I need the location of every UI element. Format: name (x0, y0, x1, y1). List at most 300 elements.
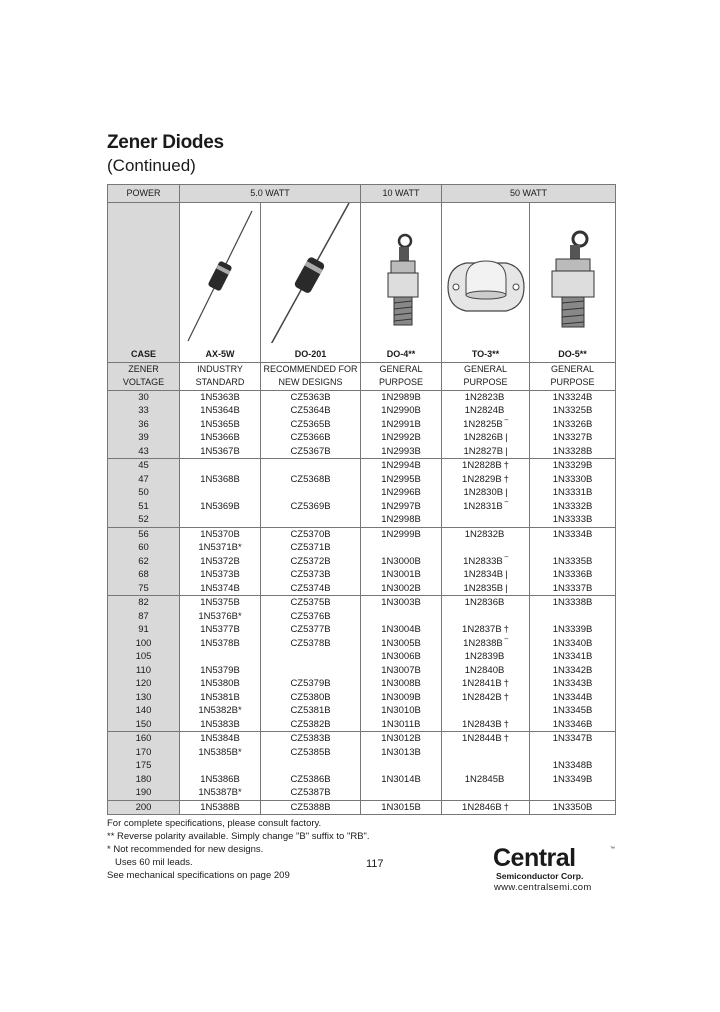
zener-diode-table (107, 184, 616, 815)
to3-note-mark: † (503, 691, 509, 703)
to3-part-cell (442, 582, 530, 596)
do5-part-cell: 1N3336B (530, 568, 616, 582)
industry-standard-cell: 1N5381B (180, 691, 261, 705)
do4-part-cell: 1N3006B (361, 650, 442, 664)
case-do4: DO-4** (361, 348, 442, 363)
table-body (108, 390, 616, 815)
recommended-cell (261, 650, 361, 664)
to3-part-number: 1N2833B (463, 555, 503, 567)
table-row (108, 527, 616, 541)
do4-part-cell: 1N2991B (361, 418, 442, 432)
to3-part-cell (442, 610, 530, 624)
desc-col5-line2: PURPOSE (530, 376, 616, 390)
image-row-label-cell (108, 203, 180, 348)
recommended-cell (261, 664, 361, 678)
recommended-cell (261, 759, 361, 773)
table-row (108, 582, 616, 596)
voltage-cell: 190 (108, 786, 180, 800)
do4-part-cell: 1N3003B (361, 596, 442, 610)
desc-col1-line1: INDUSTRY (180, 362, 261, 376)
recommended-cell: CZ5364B (261, 404, 361, 418)
to3-part-cell (442, 431, 530, 445)
do4-part-cell: 1N3002B (361, 582, 442, 596)
to3-part-cell (442, 445, 530, 459)
table-row (108, 404, 616, 418)
voltage-cell: 170 (108, 746, 180, 760)
do4-package-image (361, 203, 442, 348)
table-row (108, 704, 616, 718)
table-row (108, 800, 616, 815)
to3-part-cell (442, 596, 530, 610)
to3-part-number: 1N2831B (463, 500, 503, 512)
to3-note-mark: † (503, 460, 509, 471)
do5-part-cell: 1N3338B (530, 596, 616, 610)
do5-part-cell: 1N3334B (530, 527, 616, 541)
table-row (108, 555, 616, 569)
industry-standard-cell (180, 486, 261, 500)
footnote-consult: For complete specifications, please consult factory. (107, 818, 322, 829)
do5-part-cell: 1N3333B (530, 513, 616, 527)
industry-standard-cell: 1N5370B (180, 527, 261, 541)
industry-standard-cell: 1N5363B (180, 390, 261, 404)
voltage-cell: 52 (108, 513, 180, 527)
to3-part-number: 1N2827B (463, 445, 504, 457)
to3-part-cell (442, 732, 530, 746)
recommended-cell: CZ5386B (261, 773, 361, 787)
to3-part-cell (442, 390, 530, 404)
to3-part-number: 1N2830B (463, 487, 504, 498)
case-ax5w: AX-5W (180, 348, 261, 363)
to3-part-cell (442, 677, 530, 691)
recommended-cell: CZ5368B (261, 473, 361, 487)
industry-standard-cell: 1N5373B (180, 568, 261, 582)
do5-part-cell: 1N3349B (530, 773, 616, 787)
industry-standard-cell (180, 513, 261, 527)
table-row (108, 486, 616, 500)
industry-standard-cell: 1N5380B (180, 677, 261, 691)
do201-package-image (261, 203, 361, 348)
voltage-cell: 105 (108, 650, 180, 664)
to3-note-mark: ‾ (504, 418, 508, 430)
recommended-cell: CZ5363B (261, 390, 361, 404)
logo-subtitle: Semiconductor Corp. (496, 871, 584, 881)
do4-part-cell: 1N3007B (361, 664, 442, 678)
ax5w-package-image (180, 203, 261, 348)
to3-part-number: 1N2823B (464, 391, 505, 403)
to3-part-cell (442, 637, 530, 651)
to3-part-number: 1N2824B (464, 405, 505, 416)
to3-part-cell (442, 759, 530, 773)
voltage-cell: 150 (108, 718, 180, 732)
do5-part-cell: 1N3337B (530, 582, 616, 596)
industry-standard-cell: 1N5374B (180, 582, 261, 596)
to3-note-mark: † (503, 473, 509, 485)
do5-part-cell: 1N3343B (530, 677, 616, 691)
recommended-cell (261, 513, 361, 527)
to3-note-mark: † (503, 733, 509, 744)
to3-part-number: 1N2843B (462, 718, 502, 730)
desc-col4-line1: GENERAL (442, 362, 530, 376)
to3-part-cell (442, 664, 530, 678)
power-label: POWER (108, 185, 180, 203)
voltage-cell: 175 (108, 759, 180, 773)
recommended-cell: CZ5372B (261, 555, 361, 569)
desc-col4-line2: PURPOSE (442, 376, 530, 390)
to3-part-cell (442, 555, 530, 569)
do5-part-cell (530, 610, 616, 624)
do4-part-cell: 1N2989B (361, 390, 442, 404)
to3-part-cell (442, 418, 530, 432)
to3-note-mark: † (503, 801, 509, 813)
voltage-cell: 91 (108, 623, 180, 637)
recommended-cell: CZ5378B (261, 637, 361, 651)
do5-part-cell: 1N3348B (530, 759, 616, 773)
to3-note-mark: † (503, 624, 509, 635)
industry-standard-cell: 1N5377B (180, 623, 261, 637)
do4-part-cell: 1N2992B (361, 431, 442, 445)
to3-part-number: 1N2840B (464, 664, 505, 676)
logo-name: Central (493, 844, 576, 872)
to3-note-mark: ‾ (504, 555, 508, 567)
do4-part-cell (361, 786, 442, 800)
table-row (108, 568, 616, 582)
voltage-cell: 36 (108, 418, 180, 432)
to3-part-number: 1N2839B (464, 651, 505, 662)
table-row (108, 541, 616, 555)
do4-part-cell: 1N3005B (361, 637, 442, 651)
recommended-cell: CZ5371B (261, 541, 361, 555)
voltage-cell: 62 (108, 555, 180, 569)
industry-standard-cell: 1N5378B (180, 637, 261, 651)
voltage-cell: 200 (108, 800, 180, 815)
recommended-cell: CZ5385B (261, 746, 361, 760)
voltage-cell: 68 (108, 568, 180, 582)
do4-part-cell (361, 610, 442, 624)
industry-standard-cell: 1N5384B (180, 732, 261, 746)
to3-part-number: 1N2834B (463, 569, 504, 580)
do5-part-cell: 1N3327B (530, 431, 616, 445)
do4-part-cell: 1N3012B (361, 732, 442, 746)
logo-url: www.centralsemi.com (494, 882, 592, 893)
to3-note-mark: † (503, 678, 509, 689)
description-row-1 (108, 362, 616, 376)
industry-standard-cell: 1N5387B* (180, 786, 261, 800)
do5-part-cell: 1N3345B (530, 704, 616, 718)
to3-part-cell (442, 500, 530, 514)
to3-note-mark: ‾ (504, 637, 508, 649)
voltage-cell: 33 (108, 404, 180, 418)
package-image-row (108, 203, 616, 348)
recommended-cell: CZ5377B (261, 623, 361, 637)
to3-part-cell (442, 718, 530, 732)
to3-part-cell (442, 746, 530, 760)
do4-part-cell: 1N2990B (361, 404, 442, 418)
to3-note-mark: | (505, 445, 508, 457)
to3-part-number: 1N2832B (464, 528, 505, 540)
to3-part-cell (442, 513, 530, 527)
table-row (108, 691, 616, 705)
page-title: Zener Diodes (107, 132, 224, 153)
do5-part-cell: 1N3339B (530, 623, 616, 637)
do5-part-cell: 1N3332B (530, 500, 616, 514)
do5-part-cell: 1N3329B (530, 459, 616, 473)
voltage-cell: 45 (108, 459, 180, 473)
table-row (108, 677, 616, 691)
footnote-reverse-polarity: ** Reverse polarity available. Simply change "B" suffix to "RB". (107, 831, 370, 842)
to3-part-number: 1N2841B (462, 678, 502, 689)
voltage-cell: 140 (108, 704, 180, 718)
do4-part-cell: 1N3008B (361, 677, 442, 691)
power-group-10w: 10 WATT (361, 185, 442, 203)
do4-part-cell: 1N3010B (361, 704, 442, 718)
do5-part-cell (530, 746, 616, 760)
do4-part-cell: 1N3015B (361, 800, 442, 815)
do4-part-cell (361, 541, 442, 555)
voltage-cell: 47 (108, 473, 180, 487)
do5-part-cell: 1N3350B (530, 800, 616, 815)
to3-note-mark: | (505, 569, 508, 580)
voltage-cell: 75 (108, 582, 180, 596)
industry-standard-cell: 1N5379B (180, 664, 261, 678)
description-row-2 (108, 376, 616, 390)
to3-part-cell (442, 527, 530, 541)
industry-standard-cell: 1N5386B (180, 773, 261, 787)
desc-col1-line2: STANDARD (180, 376, 261, 390)
case-do201: DO-201 (261, 348, 361, 363)
do5-part-cell (530, 541, 616, 555)
industry-standard-cell: 1N5364B (180, 404, 261, 418)
recommended-cell: CZ5373B (261, 568, 361, 582)
table-row (108, 637, 616, 651)
recommended-cell: CZ5381B (261, 704, 361, 718)
recommended-cell (261, 459, 361, 473)
do4-part-cell (361, 759, 442, 773)
to3-part-cell (442, 568, 530, 582)
voltage-cell: 60 (108, 541, 180, 555)
industry-standard-cell: 1N5385B* (180, 746, 261, 760)
industry-standard-cell: 1N5383B (180, 718, 261, 732)
recommended-cell: CZ5380B (261, 691, 361, 705)
to3-note-mark: ‾ (504, 500, 508, 512)
to3-package-image (442, 203, 530, 348)
to3-note-mark: † (503, 718, 509, 730)
recommended-cell: CZ5374B (261, 582, 361, 596)
do5-part-cell: 1N3347B (530, 732, 616, 746)
to3-part-number: 1N2846B (462, 801, 502, 813)
do4-part-cell: 1N2996B (361, 486, 442, 500)
to3-part-number: 1N2835B (463, 582, 504, 594)
do5-part-cell: 1N3324B (530, 390, 616, 404)
desc-col3-line1: GENERAL (361, 362, 442, 376)
voltage-cell: 87 (108, 610, 180, 624)
desc-col2-line1: RECOMMENDED FOR (261, 362, 361, 376)
do5-part-cell: 1N3341B (530, 650, 616, 664)
voltage-cell: 56 (108, 527, 180, 541)
table-row (108, 513, 616, 527)
do4-part-cell: 1N2995B (361, 473, 442, 487)
voltage-cell: 180 (108, 773, 180, 787)
table-row (108, 418, 616, 432)
voltage-cell: 110 (108, 664, 180, 678)
to3-note-mark: | (505, 487, 508, 498)
table-row (108, 596, 616, 610)
do4-part-cell: 1N2997B (361, 500, 442, 514)
to3-part-cell (442, 404, 530, 418)
to3-note-mark: | (505, 582, 508, 594)
do4-part-cell: 1N3000B (361, 555, 442, 569)
to3-part-number: 1N2836B (464, 597, 505, 608)
do4-part-cell: 1N3011B (361, 718, 442, 732)
recommended-cell: CZ5379B (261, 677, 361, 691)
table-row (108, 732, 616, 746)
industry-standard-cell: 1N5388B (180, 800, 261, 815)
case-row (108, 348, 616, 363)
zener-label-line2: VOLTAGE (108, 376, 180, 390)
voltage-cell: 130 (108, 691, 180, 705)
do5-part-cell: 1N3330B (530, 473, 616, 487)
industry-standard-cell: 1N5367B (180, 445, 261, 459)
footnotes (107, 817, 370, 882)
do5-part-cell: 1N3340B (530, 637, 616, 651)
do5-part-cell: 1N3342B (530, 664, 616, 678)
to3-part-cell (442, 691, 530, 705)
to3-part-number: 1N2829B (462, 473, 502, 485)
voltage-cell: 82 (108, 596, 180, 610)
to3-part-number: 1N2837B (462, 624, 502, 635)
do4-part-cell: 1N3014B (361, 773, 442, 787)
do5-part-cell: 1N3326B (530, 418, 616, 432)
table-row (108, 473, 616, 487)
to3-part-cell (442, 786, 530, 800)
table-row (108, 718, 616, 732)
do4-part-cell: 1N2994B (361, 459, 442, 473)
table-row (108, 445, 616, 459)
industry-standard-cell: 1N5382B* (180, 704, 261, 718)
to3-part-cell (442, 773, 530, 787)
recommended-cell: CZ5382B (261, 718, 361, 732)
recommended-cell (261, 486, 361, 500)
do5-part-cell: 1N3331B (530, 486, 616, 500)
industry-standard-cell: 1N5376B* (180, 610, 261, 624)
to3-part-number: 1N2838B (463, 637, 503, 649)
recommended-cell: CZ5370B (261, 527, 361, 541)
to3-part-cell (442, 486, 530, 500)
page-subtitle: (Continued) (107, 156, 196, 175)
to3-note-mark: | (505, 432, 508, 443)
logo-trademark: ™ (610, 846, 615, 852)
industry-standard-cell: 1N5369B (180, 500, 261, 514)
recommended-cell: CZ5387B (261, 786, 361, 800)
industry-standard-cell (180, 459, 261, 473)
power-header-row (108, 185, 616, 203)
do5-part-cell: 1N3346B (530, 718, 616, 732)
do5-part-cell: 1N3328B (530, 445, 616, 459)
to3-part-cell (442, 473, 530, 487)
industry-standard-cell: 1N5366B (180, 431, 261, 445)
table-row (108, 773, 616, 787)
recommended-cell: CZ5365B (261, 418, 361, 432)
power-group-5w: 5.0 WATT (180, 185, 361, 203)
industry-standard-cell: 1N5365B (180, 418, 261, 432)
do4-part-cell: 1N3001B (361, 568, 442, 582)
table-row (108, 746, 616, 760)
recommended-cell: CZ5366B (261, 431, 361, 445)
voltage-cell: 120 (108, 677, 180, 691)
do4-part-cell: 1N2993B (361, 445, 442, 459)
to3-part-number: 1N2825B (463, 418, 503, 430)
case-to3: TO-3** (442, 348, 530, 363)
page-number: 117 (366, 858, 384, 870)
footnote-not-recommended: * Not recommended for new designs. (107, 844, 264, 855)
to3-part-number: 1N2828B (462, 460, 502, 471)
to3-part-cell (442, 459, 530, 473)
do5-package-image (530, 203, 616, 348)
table-row (108, 610, 616, 624)
table-row (108, 500, 616, 514)
to3-part-cell (442, 623, 530, 637)
do4-part-cell: 1N3004B (361, 623, 442, 637)
to3-part-cell (442, 650, 530, 664)
voltage-cell: 43 (108, 445, 180, 459)
table-row (108, 650, 616, 664)
do5-part-cell (530, 786, 616, 800)
recommended-cell: CZ5376B (261, 610, 361, 624)
recommended-cell: CZ5375B (261, 596, 361, 610)
table-row (108, 431, 616, 445)
footnote-leads: Uses 60 mil leads. (115, 857, 193, 868)
power-group-50w: 50 WATT (442, 185, 616, 203)
table-row (108, 390, 616, 404)
do4-part-cell: 1N3013B (361, 746, 442, 760)
to3-part-number: 1N2842B (462, 691, 502, 703)
voltage-cell: 51 (108, 500, 180, 514)
table-row (108, 786, 616, 800)
do4-part-cell: 1N2999B (361, 527, 442, 541)
case-do5: DO-5** (530, 348, 616, 363)
voltage-cell: 39 (108, 431, 180, 445)
do5-part-cell: 1N3325B (530, 404, 616, 418)
recommended-cell: CZ5369B (261, 500, 361, 514)
to3-part-cell (442, 800, 530, 815)
zener-label-line1: ZENER (108, 362, 180, 376)
industry-standard-cell: 1N5368B (180, 473, 261, 487)
recommended-cell: CZ5388B (261, 800, 361, 815)
voltage-cell: 100 (108, 637, 180, 651)
industry-standard-cell: 1N5371B* (180, 541, 261, 555)
table-row (108, 459, 616, 473)
table-row (108, 759, 616, 773)
desc-col5-line1: GENERAL (530, 362, 616, 376)
voltage-cell: 50 (108, 486, 180, 500)
industry-standard-cell (180, 759, 261, 773)
desc-col2-line2: NEW DESIGNS (261, 376, 361, 390)
case-label: CASE (108, 348, 180, 363)
recommended-cell: CZ5367B (261, 445, 361, 459)
do5-part-cell: 1N3344B (530, 691, 616, 705)
do4-part-cell: 1N2998B (361, 513, 442, 527)
do4-part-cell: 1N3009B (361, 691, 442, 705)
voltage-cell: 160 (108, 732, 180, 746)
to3-part-cell (442, 541, 530, 555)
voltage-cell: 30 (108, 390, 180, 404)
industry-standard-cell: 1N5372B (180, 555, 261, 569)
to3-part-number: 1N2844B (462, 733, 502, 744)
central-logo (493, 844, 615, 895)
industry-standard-cell (180, 650, 261, 664)
industry-standard-cell: 1N5375B (180, 596, 261, 610)
to3-part-number: 1N2826B (463, 432, 504, 443)
footnote-mechanical: See mechanical specifications on page 209 (107, 870, 290, 881)
